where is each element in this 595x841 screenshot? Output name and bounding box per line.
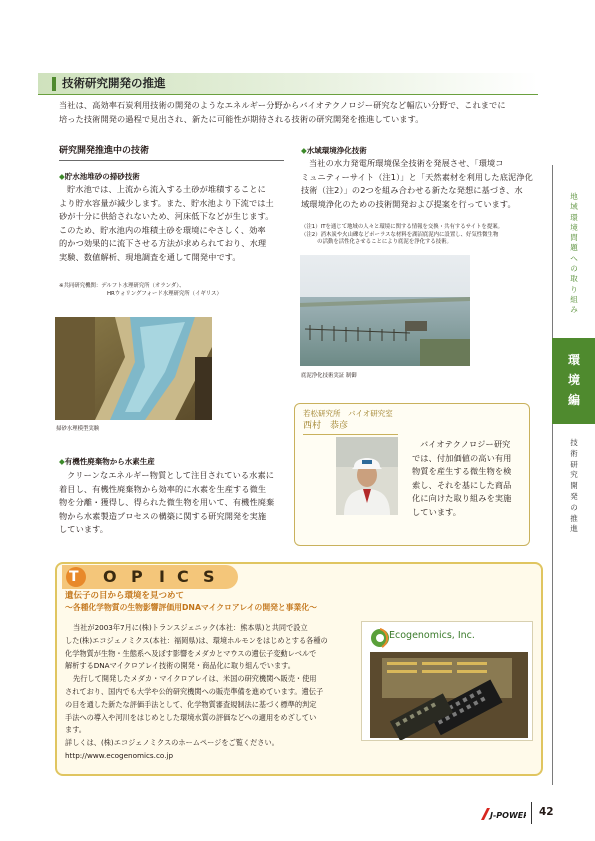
water-title: 水域環境浄化技術	[306, 146, 367, 155]
section-rule	[59, 160, 284, 161]
body-line: より貯水容量が減少します。また、貯水池より下流では土	[59, 197, 274, 208]
jpower-logo	[478, 806, 526, 822]
sidebar-section-label: 環境編	[567, 353, 580, 407]
body-line: 索し、それを基にした商品	[412, 479, 512, 490]
sand-heading	[59, 171, 140, 183]
intro-line: 当社は、高効率石炭利用技術の開発のようなエネルギー分野からバイオテクノロジー研究など幅広い分野で、これまでに	[59, 100, 506, 110]
body-line: では、付加価値の高い有用	[412, 452, 512, 463]
body-line: 実験、数値解析、現地調査を通して開発中です。	[59, 251, 241, 262]
hydrogen-body	[59, 469, 291, 537]
body-line: このため、貯水池内の堆積土砂を環境にやさしく、効率	[59, 224, 266, 235]
body-line: しています。	[412, 506, 462, 517]
water-notes	[301, 224, 539, 247]
sidebar-chapter-label: 地域環境問題への取り組み	[570, 192, 578, 315]
topics-letter: P	[131, 567, 143, 586]
body-line: 当社が2003年7月に(株)トランスジェニック(本社：熊本県)と共同で設立	[73, 623, 308, 632]
header-rule	[38, 94, 538, 95]
ecogenomics-link[interactable]: http://www.ecogenomics.co.jp	[65, 750, 174, 760]
body-line: 先行して開発したメダカ・マイクロアレイは、米国の研究機関へ販売・使用	[73, 674, 317, 684]
body-line: バイオテクノロジー研究	[420, 439, 511, 449]
body-line: 砂が十分に供給されないため、河床低下などが生じます。	[59, 211, 274, 221]
lake-caption: 底泥浄化技術実証 制御	[301, 373, 357, 379]
body-line: 技術（注2）」の2つを組み合わせる新たな発想に基づき、水	[301, 185, 523, 195]
body-line: 物質を産生する微生物を検	[412, 466, 512, 476]
hydrogen-title: 有機性廃棄物から水素生産	[64, 457, 155, 466]
note-line: HRウォリングフォード水理研究所（イギリス）	[107, 290, 222, 297]
sand-note	[59, 283, 222, 298]
body-line: 当社の水力発電所環境保全技術を発展させ、「環境コ	[309, 158, 504, 168]
note-line: デルフト水理研究所（オランダ）、	[101, 283, 185, 289]
hydrogen-heading	[59, 456, 155, 468]
researcher-body	[412, 438, 532, 519]
water-body	[301, 157, 536, 211]
topics-title: 遺伝子の目から環境を見つめて	[65, 591, 185, 601]
topics-body	[65, 622, 355, 763]
body-line: 着目し、有機性廃棄物から効率的に水素を生産する微生	[59, 483, 267, 494]
body-line: の目を通した新たな評価手法として、化学物質審査規制法に基づく標準的判定	[65, 699, 317, 709]
body-line: 化学物質が生物・生態系へ及ぼす影響をメダカとマウスの遺伝子変動レベルで	[65, 648, 317, 658]
diamond-icon: ◆	[301, 146, 307, 155]
note-line: （注1）ITを通じて地域の人々と環境に関する情報を交換・共有するサイトを提案。	[301, 224, 503, 230]
diamond-icon: ◆	[59, 457, 65, 466]
note-line: の活動を活性化させることにより底泥を浄化する技術。	[301, 239, 452, 245]
ecogenomics-logo-text: Ecogenomics, Inc.	[389, 630, 475, 641]
body-line: 詳しくは、(株)エコジェノミクスのホームページをご覧ください。	[65, 738, 279, 748]
body-line: 物を分離・獲得し、得られた微生物を用いて、有機性廃棄	[59, 497, 275, 507]
researcher-portrait	[336, 437, 398, 515]
sidebar-topic-label: 技術研究開発の推進	[570, 438, 578, 534]
topics-subtitle: ～各種化学物質の生物影響評価用DNAマイクロアレイの開発と事業化～	[65, 603, 317, 612]
lake-photo	[300, 255, 470, 366]
body-line: した(株)エコジェノミクス(本社：福岡県)は、環境ホルモンをはじめとする各種の	[65, 635, 328, 645]
body-line: 貯水池では、上流から流入する土砂が堆積することに	[67, 184, 266, 194]
body-line: 化に向けた取り組みを実施	[412, 493, 512, 503]
body-line: 解析するDNAマイクロアレイ技術の開発・商品化に取り組んでいます。	[65, 661, 295, 671]
note-line: （注2）消木炭や火山礫などポーラスな材料を湖沼底泥内に設置し、好気性微生物	[301, 231, 499, 238]
sidebar-rule	[552, 165, 553, 785]
body-line: 手法への導入や河川をはじめとした環境水質の評価などへの適用をめざしてい	[65, 712, 317, 722]
sand-model-photo	[55, 317, 212, 420]
topics-letter: S	[203, 567, 215, 586]
body-line: 的かつ効果的に流下させる方法が求められており、水理	[59, 238, 267, 248]
page-number: 42	[539, 806, 554, 818]
sand-caption: 掃砂水理模型実験	[56, 426, 100, 432]
topics-letter: O	[103, 567, 117, 586]
section-title: 研究開発推進中の技術	[59, 146, 150, 156]
footer-divider	[531, 802, 532, 824]
body-line: しています。	[59, 524, 109, 534]
body-line: 域環境浄化のための技術開発および提案を行っています。	[301, 198, 516, 209]
water-heading	[301, 145, 367, 157]
topics-letter: I	[159, 567, 165, 586]
body-line: クリーンなエネルギー物質として注目されている水素に	[67, 470, 275, 480]
body-line: ミュニティーサイト（注1）」と「天然素材を利用した底泥浄化	[301, 171, 533, 182]
diamond-icon: ◆	[59, 172, 65, 181]
researcher-name: 西村 恭彦	[303, 421, 349, 431]
topics-letter: T	[69, 569, 79, 585]
body-line: されており、国内でも大学や公的研究機関への販売準備を進めています。遺伝子	[65, 686, 324, 696]
researcher-org: 若松研究所 バイオ研究室	[303, 409, 393, 418]
sand-body	[59, 183, 291, 264]
sand-title: 貯水池堆砂の掃砂技術	[64, 172, 140, 181]
body-line: 物から水素製造プロセスの構築に関する研究開発を実施	[59, 510, 267, 521]
body-line: ます。	[65, 725, 86, 735]
note-label: ※共同研究機関：	[59, 283, 102, 289]
intro-text	[59, 99, 539, 126]
header-marker	[52, 77, 56, 91]
intro-line: 培った技術開発の過程で見出され、新たに可能性が期待される技術の研究開発を推進しています。	[59, 113, 424, 124]
page-title: 技術研究開発の推進	[62, 76, 166, 90]
footer-brand: J-POWER	[490, 811, 526, 820]
name-rule	[303, 434, 398, 435]
topics-letter: C	[177, 567, 189, 586]
